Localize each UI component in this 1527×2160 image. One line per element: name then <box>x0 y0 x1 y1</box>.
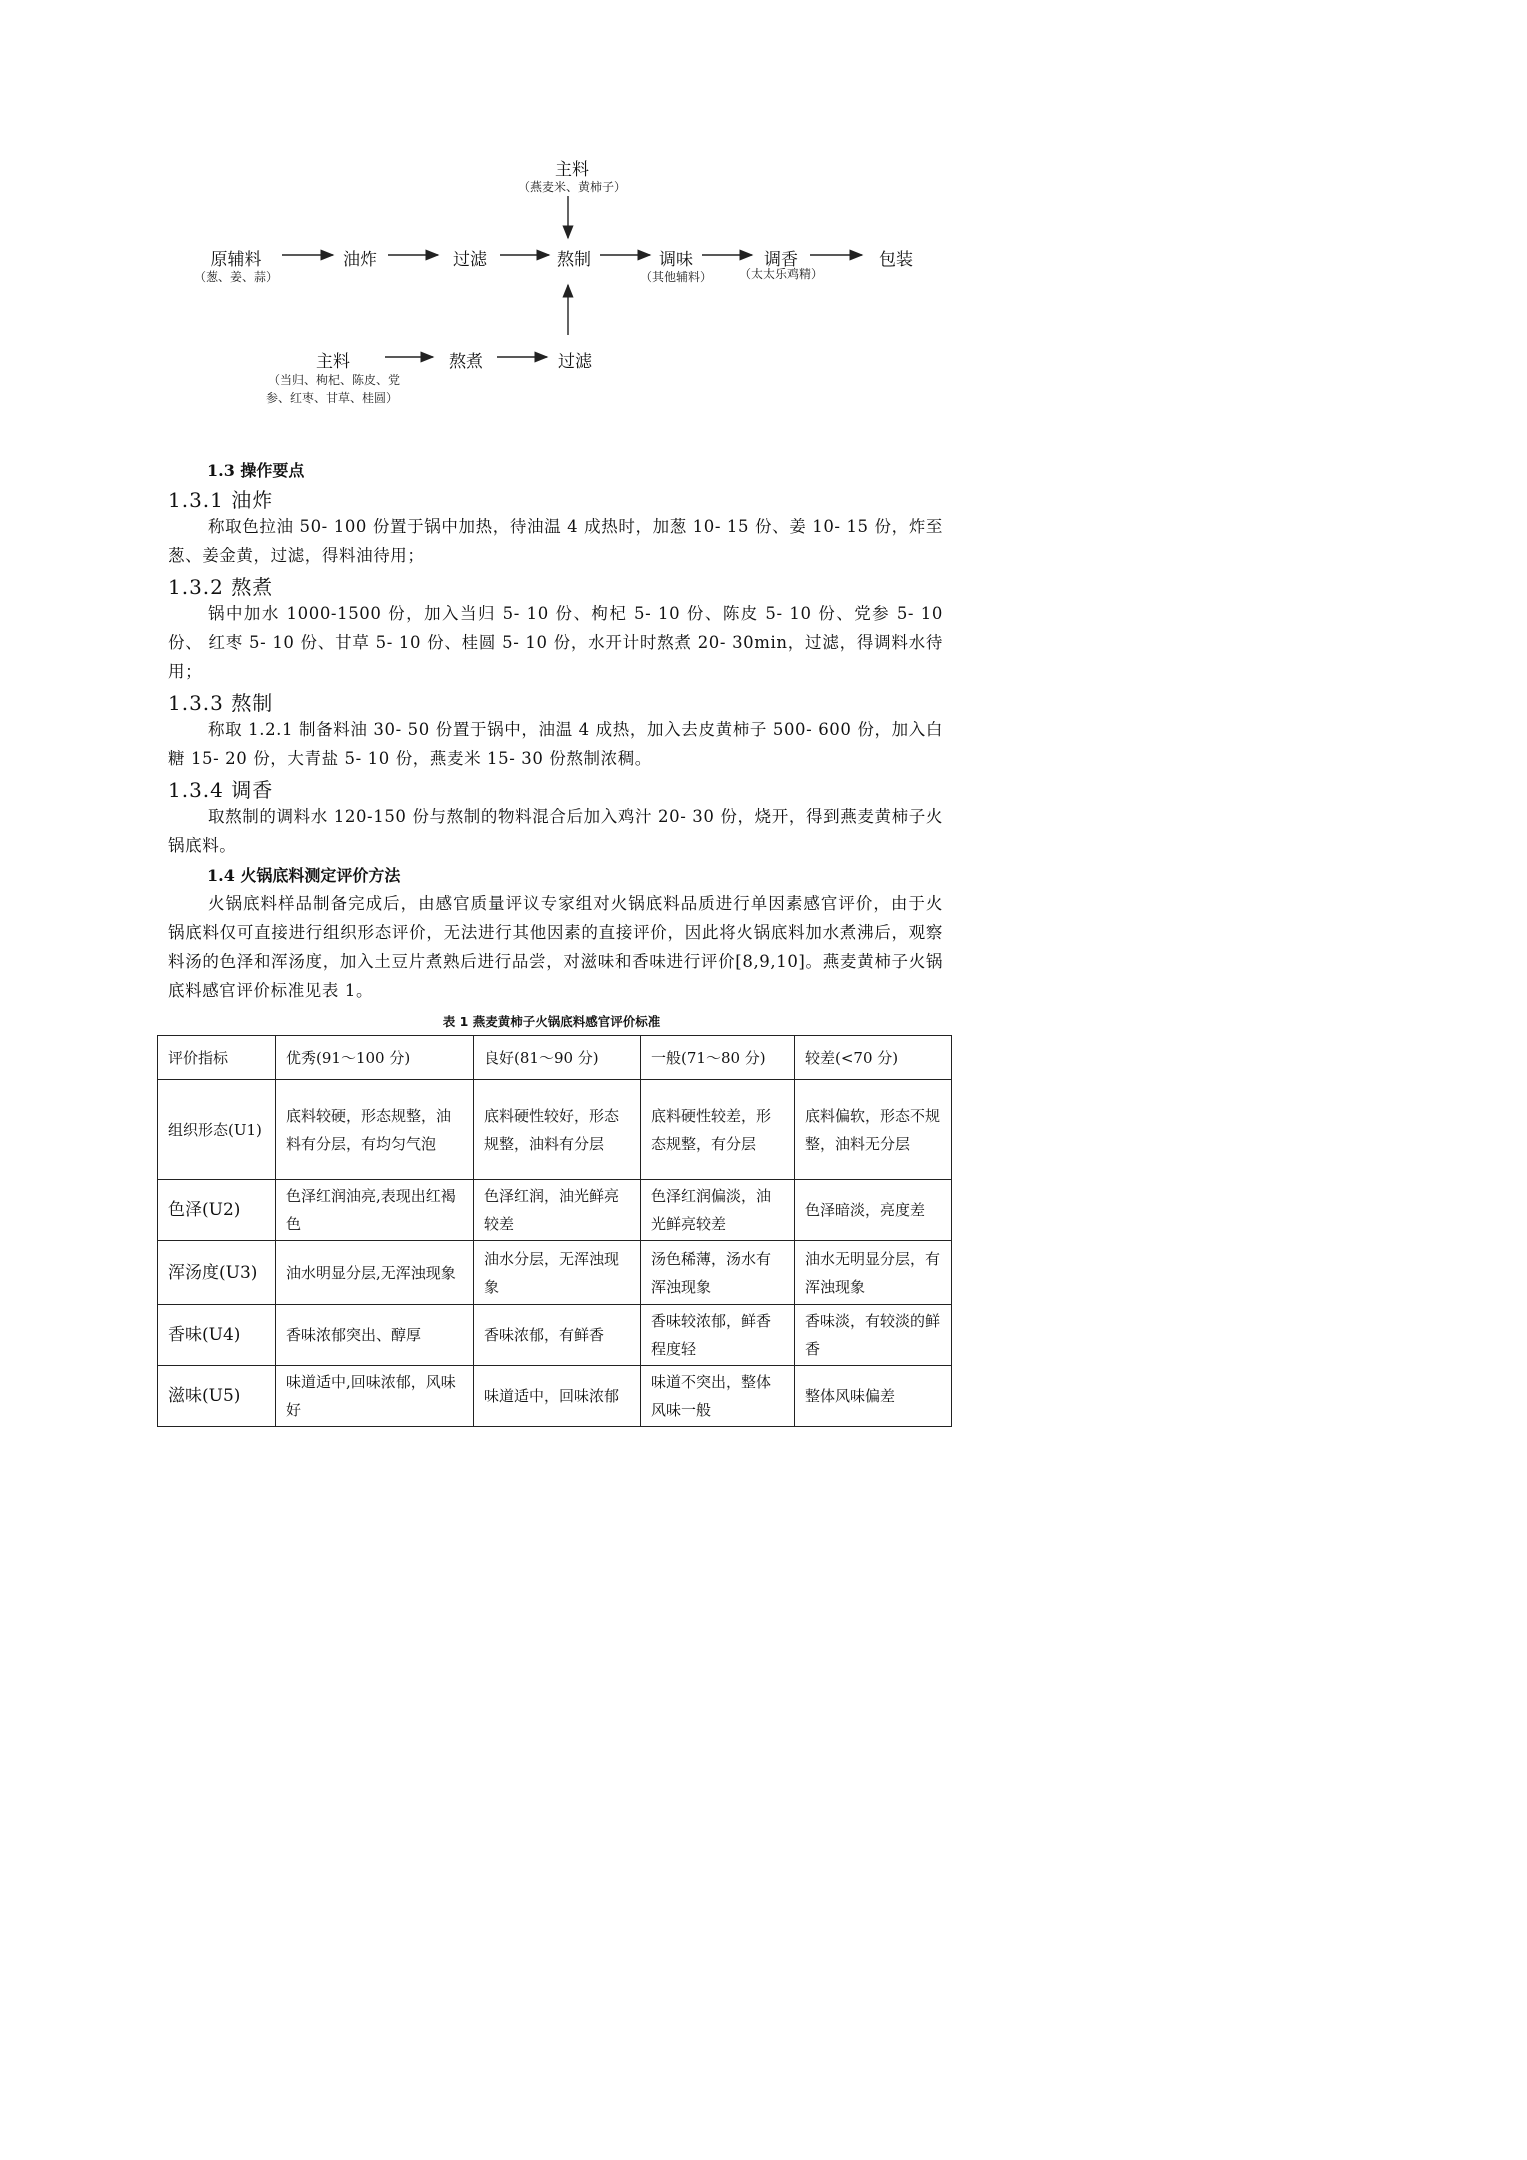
sub-1-3-3-heading: 1.3.3 熬制 <box>168 691 274 715</box>
sensory-evaluation-table <box>157 1035 952 1427</box>
table-row <box>158 1305 952 1366</box>
table-cell: 味道适中,回味浓郁，风味好 <box>276 1366 474 1427</box>
sub-1-3-2-text: 锅中加水 1000-1500 份，加入当归 5- 10 份、枸杞 5- 10 份、陈皮 5- 10 份、党参 5- 10 份、 红枣 5- 10 份、甘草 5- 10 份、桂圆 5- 10 份，水开计时熬煮 20- 30min，过滤，得调料水待用； <box>168 604 943 681</box>
node-pack: 包装 <box>879 250 913 270</box>
section-1-3-heading: 1.3 操作要点 <box>207 461 305 480</box>
node-stew: 熬煮 <box>449 352 483 372</box>
table-cell: 整体风味偏差 <box>795 1366 952 1427</box>
sub-1-3-1-heading: 1.3.1 油炸 <box>168 488 274 512</box>
row-label: 浑汤度(U3) <box>158 1241 276 1305</box>
sub-1-3-3-text: 称取 1.2.1 制备料油 30- 50 份置于锅中，油温 4 成热，加入去皮黄柿子 500- 600 份，加入白糖 15- 20 份，大青盐 5- 10 份，燕麦米 15- 30 份熬制浓稠。 <box>168 720 943 768</box>
table-cell: 色泽暗淡，亮度差 <box>795 1180 952 1241</box>
table-cell: 底料较硬，形态规整，油料有分层，有均匀气泡 <box>276 1080 474 1180</box>
table-cell: 底料硬性较差，形态规整，有分层 <box>641 1080 795 1180</box>
header-poor: 较差(<70 分) <box>795 1036 952 1080</box>
table-cell: 汤色稀薄，汤水有浑浊现象 <box>641 1241 795 1305</box>
node-raw: 原辅料 <box>210 250 262 270</box>
flow-arrows <box>0 0 1103 430</box>
node-aroma: 调香 <box>764 250 798 270</box>
header-average: 一般(71～80 分) <box>641 1036 795 1080</box>
section-1-4-heading: 1.4 火锅底料测定评价方法 <box>207 866 401 885</box>
table-cell: 香味较浓郁，鲜香程度轻 <box>641 1305 795 1366</box>
header-indicator: 评价指标 <box>158 1036 276 1080</box>
header-good: 良好(81～90 分) <box>474 1036 641 1080</box>
sub-1-3-2-heading: 1.3.2 熬煮 <box>168 575 274 599</box>
table-cell: 底料偏软，形态不规整，油料无分层 <box>795 1080 952 1180</box>
table-row <box>158 1241 952 1305</box>
row-label: 滋味(U5) <box>158 1366 276 1427</box>
table-row <box>158 1366 952 1427</box>
node-raw-note: （葱、姜、蒜） <box>193 270 279 284</box>
table-row <box>158 1180 952 1241</box>
section-1-4-text: 火锅底料样品制备完成后，由感官质量评议专家组对火锅底料品质进行单因素感官评价，由于火锅底料仅可直接进行组织形态评价，无法进行其他因素的直接评价，因此将火锅底料加水煮沸后，观察料汤的色泽和浑汤度，加入土豆片煮熟后进行品尝，对滋味和香味进行评价[8,9,10]。燕麦黄柿子火锅底料感官评价标准见表 1。 <box>168 894 943 1000</box>
sub-1-3-4-heading: 1.3.4 调香 <box>168 778 274 802</box>
table-cell: 香味淡，有较淡的鲜香 <box>795 1305 952 1366</box>
sub-1-3-1-text: 称取色拉油 50- 100 份置于锅中加热，待油温 4 成热时，加葱 10- 15 份、姜 10- 15 份，炸至葱、姜金黄，过滤，得料油待用； <box>168 517 943 565</box>
row-label: 香味(U4) <box>158 1305 276 1366</box>
header-excellent: 优秀(91～100 分) <box>276 1036 474 1080</box>
table-header-row <box>158 1036 952 1080</box>
row-label: 组织形态(U1) <box>158 1080 276 1180</box>
node-boil-make: 熬制 <box>557 250 591 270</box>
process-flow-diagram <box>0 0 1103 430</box>
node-fry: 油炸 <box>343 250 377 270</box>
node-top-main: 主料 <box>555 160 589 180</box>
table-cell: 色泽红润，油光鲜亮较差 <box>474 1180 641 1241</box>
table-cell: 味道适中，回味浓郁 <box>474 1366 641 1427</box>
table-cell: 油水分层，无浑浊现象 <box>474 1241 641 1305</box>
table-row <box>158 1080 952 1180</box>
table-cell: 油水无明显分层，有浑浊现象 <box>795 1241 952 1305</box>
node-bottom-main: 主料 <box>316 352 350 372</box>
node-season-note: （其他辅料） <box>639 270 713 284</box>
table-cell: 色泽红润偏淡，油光鲜亮较差 <box>641 1180 795 1241</box>
node-bottom-main-note-2: 参、红枣、甘草、桂圆） <box>265 391 399 405</box>
table-cell: 味道不突出，整体风味一般 <box>641 1366 795 1427</box>
row-label: 色泽(U2) <box>158 1180 276 1241</box>
node-aroma-note: （太太乐鸡精） <box>738 267 824 281</box>
node-filter1: 过滤 <box>453 250 487 270</box>
sub-1-3-4-text: 取熬制的调料水 120-150 份与熬制的物料混合后加入鸡汁 20- 30 份，烧开，得到燕麦黄柿子火锅底料。 <box>168 807 943 855</box>
table-cell: 色泽红润油亮,表现出红褐色 <box>276 1180 474 1241</box>
table-cell: 香味浓郁突出、醇厚 <box>276 1305 474 1366</box>
table-cell: 香味浓郁，有鲜香 <box>474 1305 641 1366</box>
table-cell: 油水明显分层,无浑浊现象 <box>276 1241 474 1305</box>
node-bottom-main-note-1: （当归、枸杞、陈皮、党 <box>267 373 401 387</box>
table-cell: 底料硬性较好，形态规整，油料有分层 <box>474 1080 641 1180</box>
node-season: 调味 <box>659 250 693 270</box>
node-top-main-note: （燕麦米、黄柿子） <box>517 180 627 194</box>
table-caption: 表 1 燕麦黄柿子火锅底料感官评价标准 <box>442 1014 661 1029</box>
node-filter2: 过滤 <box>558 352 592 372</box>
